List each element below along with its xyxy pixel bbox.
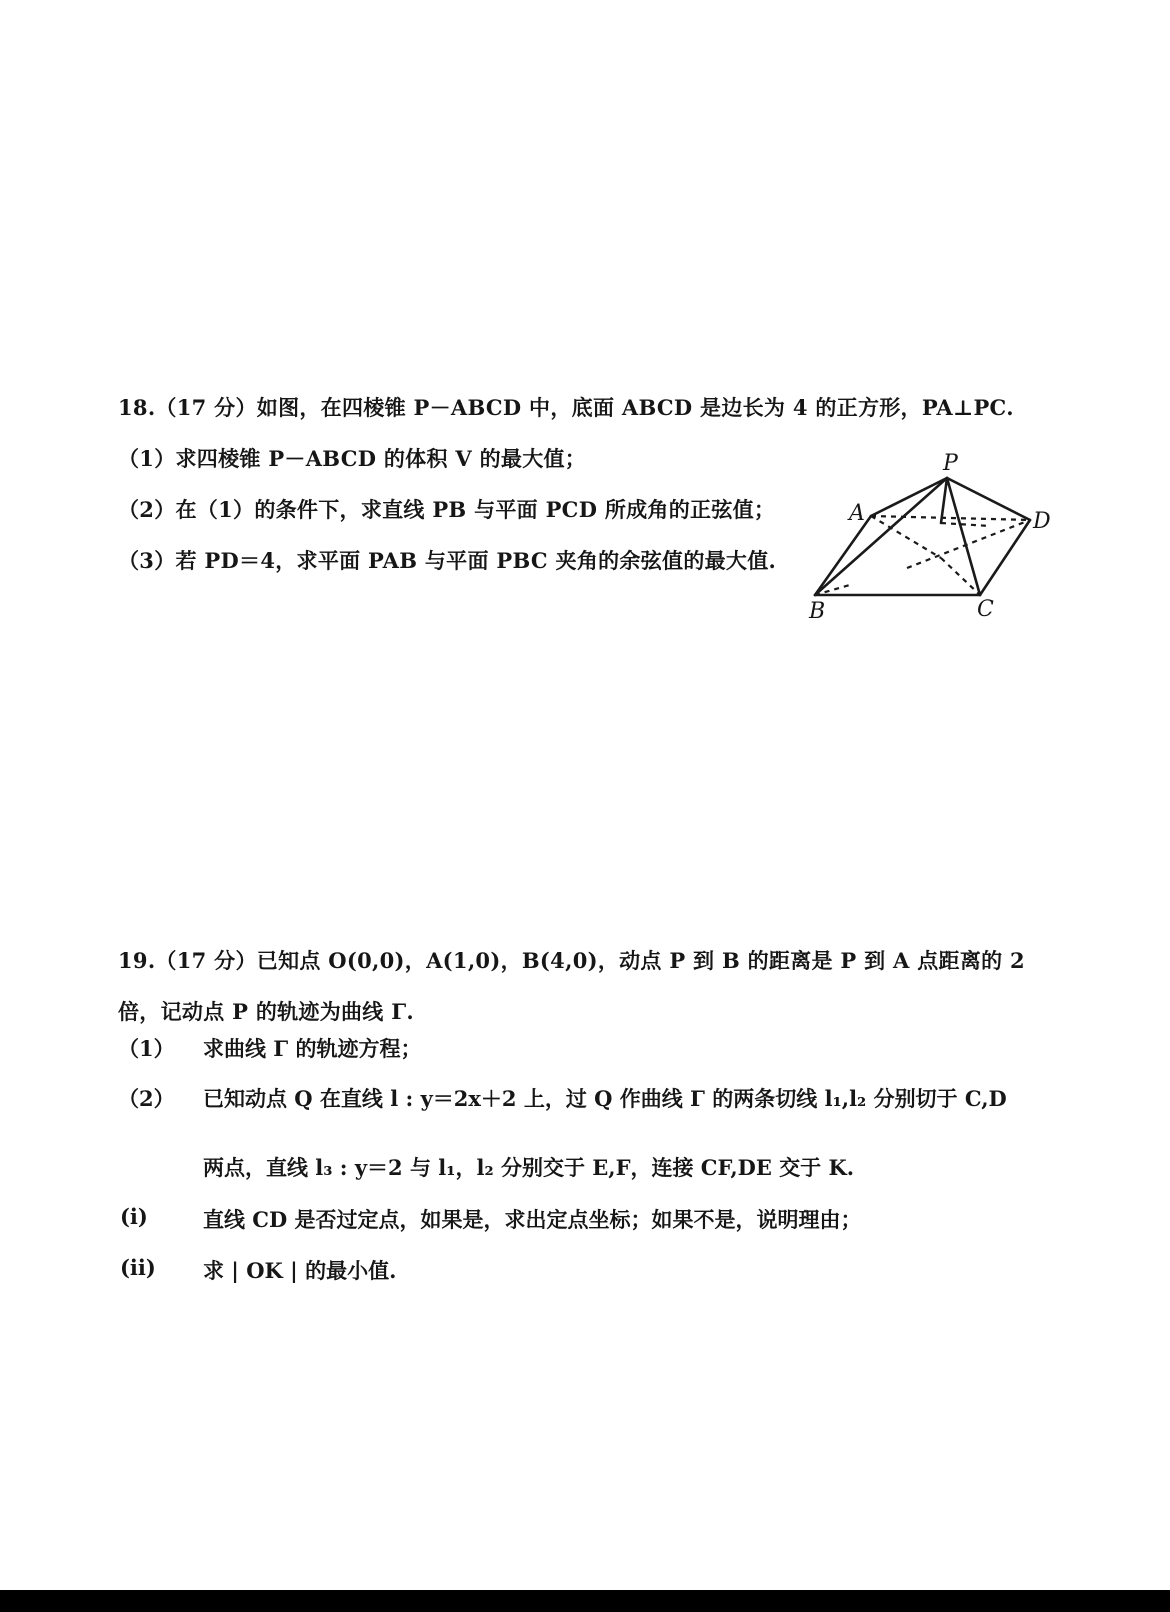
q19-part-2: 已知动点 Q 在直线 l : y＝2x＋2 上，过 Q 作曲线 Γ 的两条切线 l₁,l₂ 分别切于 C,D (203, 1086, 1007, 1111)
q19-part-2-label: （2） (118, 1086, 175, 1111)
vertex-label-C: C (977, 597, 994, 622)
edge-PC (947, 478, 980, 595)
diag-BD-hidden-2 (907, 520, 1030, 568)
q19-part-1: 求曲线 Γ 的轨迹方程； (203, 1036, 422, 1061)
edge-AD-hidden (871, 516, 1030, 520)
q19-sub-i: 直线 CD 是否过定点，如果是，求出定点坐标；如果不是，说明理由； (203, 1207, 862, 1232)
q19-part-1-label: （1） (118, 1036, 175, 1061)
foot-line-hidden (941, 523, 990, 526)
q18-part-1: （1）求四棱锥 P－ABCD 的体积 V 的最大值； (118, 446, 587, 471)
vertex-label-B: B (809, 599, 826, 624)
vertex-label-D: D (1033, 509, 1051, 534)
q19-stem-cont: 倍，记动点 P 的轨迹为曲线 Γ. (118, 999, 415, 1024)
q18-stem: 18.（17 分）如图，在四棱锥 P－ABCD 中，底面 ABCD 是边长为 4 的正方形，PA⊥PC. (118, 395, 1014, 420)
edge-PB (815, 478, 947, 595)
edge-AB (815, 516, 871, 595)
q19-sub-i-label: (i) (120, 1204, 148, 1229)
q19-sub-ii: 求 | OK | 的最小值. (203, 1258, 397, 1283)
vertex-label-P: P (943, 451, 958, 476)
altitude (941, 478, 947, 523)
scan-edge-bar (0, 1590, 1170, 1612)
q19-sub-ii-label: (ii) (120, 1255, 156, 1280)
edge-CD (980, 520, 1030, 595)
edge-PD (947, 478, 1030, 520)
q18-part-3: （3）若 PD＝4，求平面 PAB 与平面 PBC 夹角的余弦值的最大值. (118, 548, 777, 573)
q18-part-2: （2）在（1）的条件下，求直线 PB 与平面 PCD 所成角的正弦值； (118, 497, 776, 522)
vertex-label-A: A (849, 501, 865, 526)
pyramid-figure (809, 451, 1075, 638)
q19-part-2-cont: 两点，直线 l₃ : y＝2 与 l₁，l₂ 分别交于 E,F，连接 CF,DE 交于 K. (203, 1155, 855, 1180)
q19-stem: 19.（17 分）已知点 O(0,0)，A(1,0)，B(4,0)，动点 P 到 B 的距离是 P 到 A 点距离的 2 (118, 948, 1025, 973)
